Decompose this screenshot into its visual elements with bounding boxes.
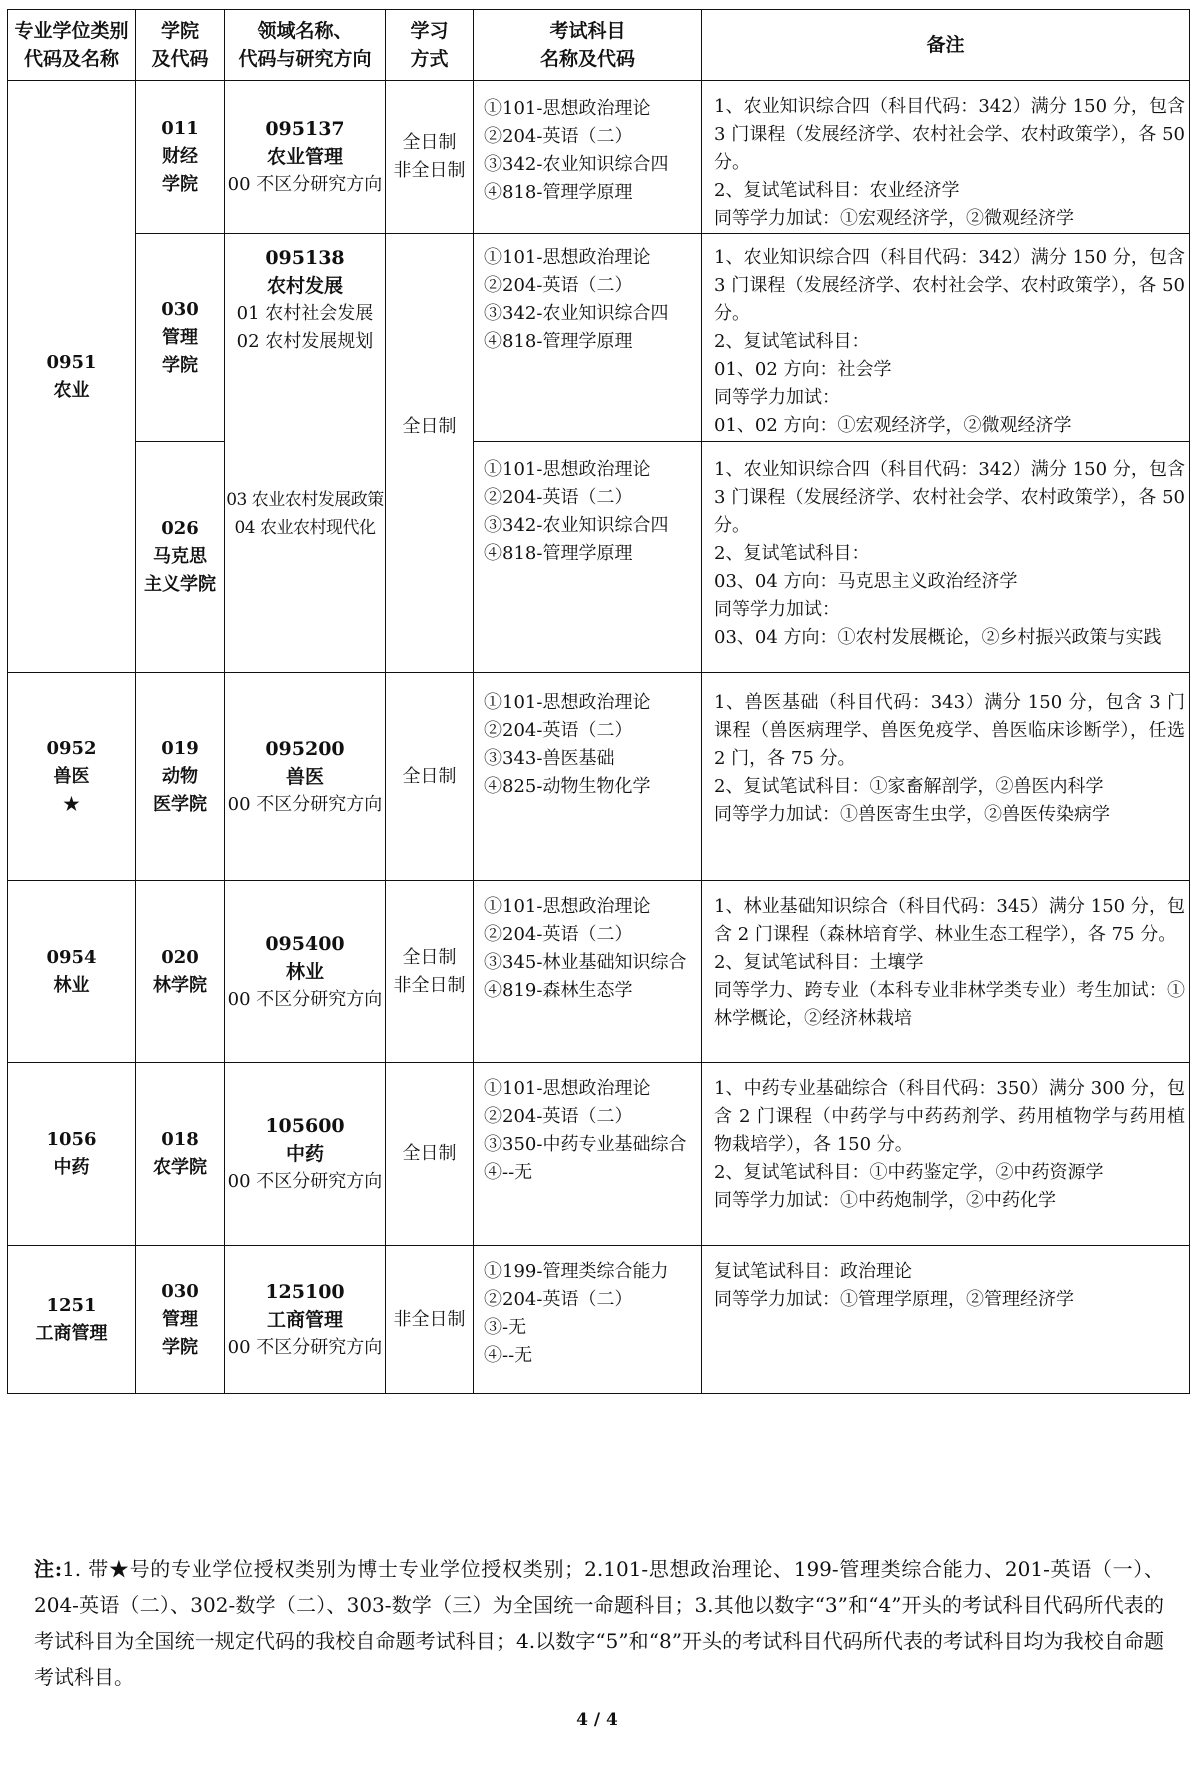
table-row (8, 442, 1190, 673)
notes-cell: 1、农业知识综合四（科目代码：342）满分 150 分，包含 3 门课程（发展经济学、农村社会学、农村政策学），各 50 分。 2、复试笔试科目： 01、02 方向：社会学 同等学力加试： 01、02 方向：①宏观经济学，②微观经济学 (702, 234, 1190, 442)
notes-cell: 1、中药专业基础综合（科目代码：350）满分 300 分，包含 2 门课程（中药学与中药药剂学、药用植物学与药用植物栽培学），各 150 分。 2、复试笔试科目：①中药鉴定学，②中药资源学 同等学力加试：①中药炮制学，②中药化学 (702, 1063, 1190, 1246)
field-cell: 095137 农业管理 00 不区分研究方向 (225, 81, 386, 234)
notes-cell: 1、农业知识综合四（科目代码：342）满分 150 分，包含 3 门课程（发展经济学、农村社会学、农村政策学），各 50 分。 2、复试笔试科目： 03、04 方向：马克思主义政治经济学 同等学力加试： 03、04 方向：①农村发展概论，②乡村振兴政策与实践 (702, 442, 1190, 673)
degree-cell: 0954 林业 (8, 881, 136, 1063)
college-cell: 030 管理 学院 (136, 1246, 225, 1394)
study-mode-cell: 非全日制 (386, 1246, 474, 1394)
subjects-cell: ①199-管理类综合能力 ②204-英语（二） ③-无 ④--无 (474, 1246, 702, 1394)
notes-cell: 1、林业基础知识综合（科目代码：345）满分 150 分，包含 2 门课程（森林培育学、林业生态工程学），各 75 分。 2、复试笔试科目：土壤学 同等学力、跨专业（本科专业非林学类专业）考生加试：①林学概论，②经济林栽培 (702, 881, 1190, 1063)
subjects-cell: ①101-思想政治理论 ②204-英语（二） ③343-兽医基础 ④825-动物生物化学 (474, 673, 702, 881)
field-cell: 105600 中药 00 不区分研究方向 (225, 1063, 386, 1246)
header-field: 领域名称、 代码与研究方向 (225, 10, 386, 81)
college-cell: 018 农学院 (136, 1063, 225, 1246)
study-mode-cell: 全日制 非全日制 (386, 881, 474, 1063)
table-row (8, 673, 1190, 881)
table-header-row (8, 10, 1190, 81)
study-mode-cell: 全日制 (386, 234, 474, 673)
degree-cell: 1056 中药 (8, 1063, 136, 1246)
degree-cell: 1251 工商管理 (8, 1246, 136, 1394)
subjects-cell: ①101-思想政治理论 ②204-英语（二） ③345-林业基础知识综合 ④819-森林生态学 (474, 881, 702, 1063)
table-row (8, 881, 1190, 1063)
subjects-cell: ①101-思想政治理论 ②204-英语（二） ③350-中药专业基础综合 ④--无 (474, 1063, 702, 1246)
header-college: 学院 及代码 (136, 10, 225, 81)
table-row (8, 1246, 1190, 1394)
field-cell: 095138 农村发展 01 农村社会发展 02 农村发展规划 03 农业农村发展政策 04 农业农村现代化 (225, 234, 386, 673)
table-row (8, 234, 1190, 442)
field-cell: 125100 工商管理 00 不区分研究方向 (225, 1246, 386, 1394)
header-degree: 专业学位类别 代码及名称 (8, 10, 136, 81)
college-cell: 020 林学院 (136, 881, 225, 1063)
footnote-text: 1. 带★号的专业学位授权类别为博士专业学位授权类别；2.101-思想政治理论、199-管理类综合能力、201-英语（一）、204-英语（二）、302-数学（二）、303-数学（三）为全国统一命题科目；3.其他以数字“3”和“4”开头的考试科目代码所代表的考试科目为全国统一规定代码的我校自命题考试科目；4.以数字“5”和“8”开头的考试科目代码所代表的考试科目均为我校自命题考试科目。 (34, 1557, 1164, 1689)
table-row (8, 1063, 1190, 1246)
study-mode-cell: 全日制 非全日制 (386, 81, 474, 234)
degree-cell: 0952 兽医 ★ (8, 673, 136, 881)
header-mode: 学习 方式 (386, 10, 474, 81)
field-cell: 095400 林业 00 不区分研究方向 (225, 881, 386, 1063)
footnote-label: 注: (34, 1557, 63, 1581)
notes-cell: 复试笔试科目：政治理论 同等学力加试：①管理学原理，②管理经济学 (702, 1246, 1190, 1394)
header-notes: 备注 (702, 10, 1190, 81)
footnote (34, 1551, 1164, 1695)
subjects-cell: ①101-思想政治理论 ②204-英语（二） ③342-农业知识综合四 ④818-管理学原理 (474, 442, 702, 673)
subjects-cell: ①101-思想政治理论 ②204-英语（二） ③342-农业知识综合四 ④818-管理学原理 (474, 81, 702, 234)
college-cell: 030 管理 学院 (136, 234, 225, 442)
college-cell: 019 动物 医学院 (136, 673, 225, 881)
header-subjects: 考试科目 名称及代码 (474, 10, 702, 81)
page-number: 4 / 4 (576, 1710, 618, 1730)
study-mode-cell: 全日制 (386, 673, 474, 881)
notes-cell: 1、农业知识综合四（科目代码：342）满分 150 分，包含 3 门课程（发展经济学、农村社会学、农村政策学），各 50 分。 2、复试笔试科目：农业经济学 同等学力加试：①宏观经济学，②微观经济学 (702, 81, 1190, 234)
study-mode-cell: 全日制 (386, 1063, 474, 1246)
notes-cell: 1、兽医基础（科目代码：343）满分 150 分，包含 3 门课程（兽医病理学、兽医免疫学、兽医临床诊断学），任选 2 门，各 75 分。 2、复试笔试科目：①家畜解剖学，②兽医内科学 同等学力加试：①兽医寄生虫学，②兽医传染病学 (702, 673, 1190, 881)
admission-table (7, 9, 1190, 1394)
college-cell: 026 马克思 主义学院 (136, 442, 225, 673)
table-row (8, 81, 1190, 234)
subjects-cell: ①101-思想政治理论 ②204-英语（二） ③342-农业知识综合四 ④818-管理学原理 (474, 234, 702, 442)
degree-cell: 0951 农业 (8, 81, 136, 673)
field-cell: 095200 兽医 00 不区分研究方向 (225, 673, 386, 881)
college-cell: 011 财经 学院 (136, 81, 225, 234)
